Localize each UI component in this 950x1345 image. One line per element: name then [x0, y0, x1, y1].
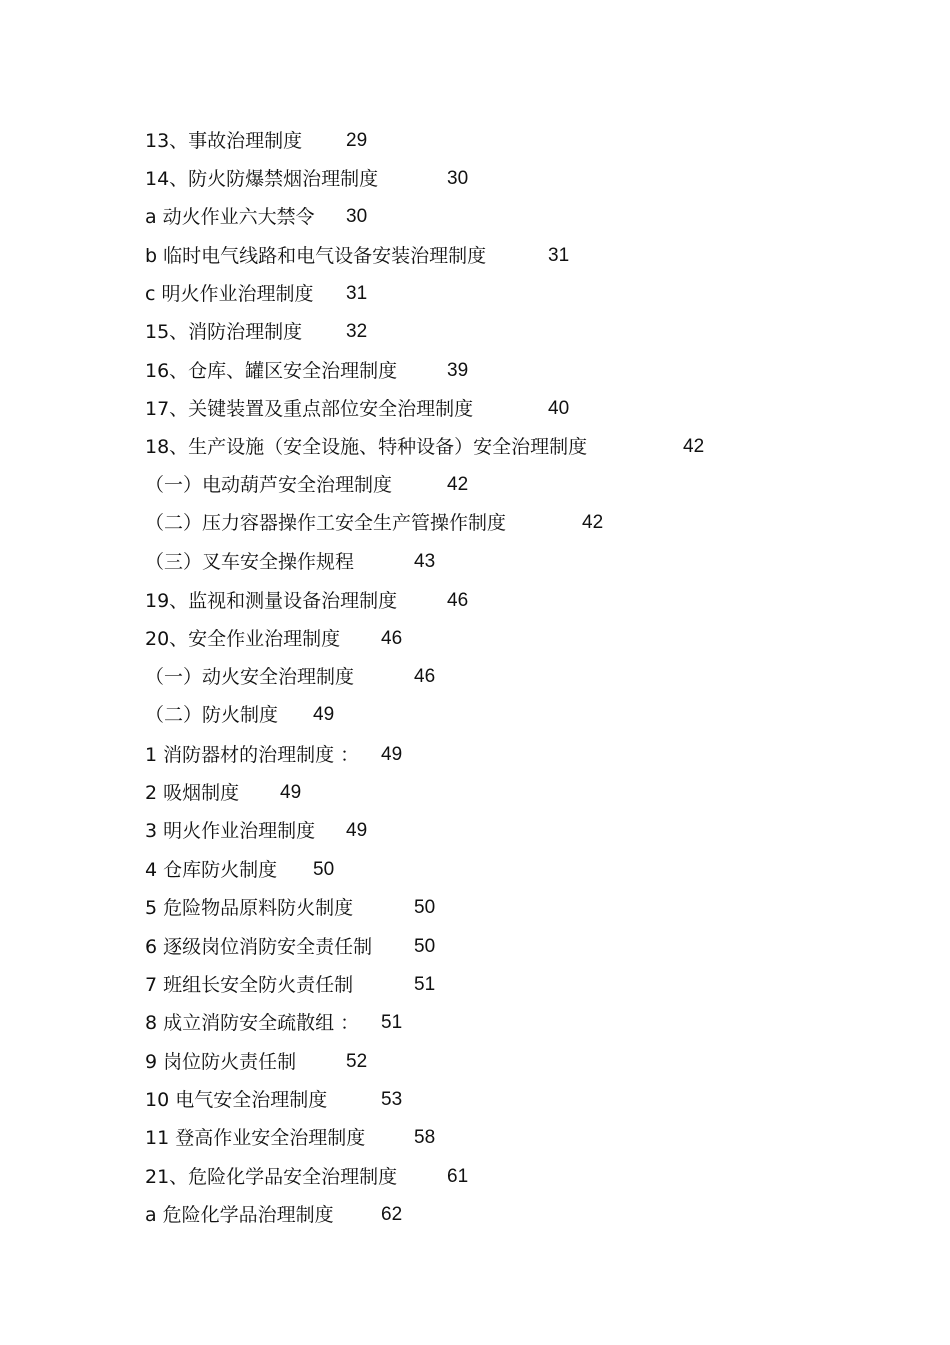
toc-entry	[145, 620, 403, 658]
toc-entry	[145, 122, 368, 160]
toc-entry	[145, 428, 705, 466]
toc-entry-page-number: 51	[381, 1012, 403, 1033]
toc-entry-page-number: 51	[414, 974, 436, 995]
toc-entry-title: a 危险化学品治理制度	[145, 1204, 334, 1226]
toc-entry	[145, 160, 469, 198]
toc-entry-title: c 明火作业治理制度	[145, 283, 314, 305]
toc-entry-title: 9 岗位防火责任制	[145, 1051, 297, 1073]
toc-entry-page-number: 40	[548, 398, 570, 419]
toc-entry-title: 8 成立消防安全疏散组 ：	[145, 1012, 360, 1034]
toc-entry-page-number: 62	[381, 1204, 403, 1225]
toc-entry-page-number: 49	[381, 744, 403, 765]
toc-entry	[145, 1196, 403, 1234]
toc-entry-page-number: 53	[381, 1089, 403, 1110]
toc-entry-title: 21、危险化学品安全治理制度	[145, 1166, 398, 1188]
toc-entry-title: 2 吸烟制度	[145, 782, 240, 804]
toc-entry-title: （一）电动葫芦安全治理制度	[145, 474, 393, 496]
toc-entry	[145, 1158, 469, 1196]
toc-entry-title: a 动火作业六大禁令	[145, 206, 315, 228]
toc-entry-page-number: 50	[414, 936, 436, 957]
toc-entry	[145, 736, 403, 774]
toc-entry-title: 6 逐级岗位消防安全责任制	[145, 936, 373, 958]
toc-entry-page-number: 42	[582, 512, 604, 533]
toc-entry-page-number: 30	[447, 168, 469, 189]
toc-entry	[145, 812, 368, 850]
toc-entry-page-number: 46	[447, 590, 469, 611]
toc-entry	[145, 275, 368, 313]
toc-entry-title: 3 明火作业治理制度	[145, 820, 316, 842]
toc-entry	[145, 658, 436, 696]
toc-entry-page-number: 52	[346, 1051, 368, 1072]
toc-entry	[145, 1004, 403, 1042]
toc-entry-page-number: 46	[414, 666, 436, 687]
toc-entry-title: 10 电气安全治理制度	[145, 1089, 328, 1111]
toc-entry-page-number: 58	[414, 1127, 436, 1148]
toc-entry-title: 14、防火防爆禁烟治理制度	[145, 168, 379, 190]
toc-entry-page-number: 49	[280, 782, 302, 803]
toc-entry-page-number: 49	[346, 820, 368, 841]
toc-entry-title: （二）压力容器操作工安全生产管操作制度	[145, 512, 507, 534]
toc-entry-title: （三）叉车安全操作规程	[145, 551, 355, 573]
toc-entry-title: 7 班组长安全防火责任制	[145, 974, 354, 996]
toc-entry-title: 18、生产设施（安全设施、特种设备）安全治理制度	[145, 436, 588, 458]
toc-entry-title: 17、关键装置及重点部位安全治理制度	[145, 398, 474, 420]
toc-entry-page-number: 50	[313, 859, 335, 880]
toc-entry-page-number: 42	[683, 436, 705, 457]
toc-entry-title: 11 登高作业安全治理制度	[145, 1127, 366, 1149]
toc-entry-page-number: 32	[346, 321, 368, 342]
toc-entry	[145, 1043, 368, 1081]
toc-entry	[145, 966, 436, 1004]
toc-entry	[145, 237, 570, 275]
toc-entry-page-number: 46	[381, 628, 403, 649]
toc-entry-title: （一）动火安全治理制度	[145, 666, 355, 688]
toc-entry-title: 16、仓库、罐区安全治理制度	[145, 360, 398, 382]
toc-entry	[145, 466, 469, 504]
toc-entry-title: 15、消防治理制度	[145, 321, 303, 343]
toc-entry	[145, 198, 368, 236]
toc-entry	[145, 352, 469, 390]
toc-entry-title: 13、事故治理制度	[145, 130, 303, 152]
toc-entry	[145, 928, 436, 966]
toc-entry	[145, 1081, 403, 1119]
toc-entry	[145, 889, 436, 927]
toc-entry-page-number: 31	[548, 245, 570, 266]
toc-entry-page-number: 43	[414, 551, 436, 572]
toc-entry-page-number: 30	[346, 206, 368, 227]
toc-entry	[145, 543, 436, 581]
toc-entry-page-number: 50	[414, 897, 436, 918]
toc-entry	[145, 504, 604, 542]
toc-entry-page-number: 31	[346, 283, 368, 304]
toc-entry-title: 19、监视和测量设备治理制度	[145, 590, 398, 612]
toc-entry-title: 4 仓库防火制度	[145, 859, 278, 881]
toc-entry-title: 1 消防器材的治理制度 ：	[145, 744, 360, 766]
toc-entry-page-number: 42	[447, 474, 469, 495]
toc-entry-page-number: 61	[447, 1166, 469, 1187]
toc-entry	[145, 851, 335, 889]
toc-entry	[145, 313, 368, 351]
toc-entry-title: 5 危险物品原料防火制度	[145, 897, 354, 919]
toc-entry-page-number: 49	[313, 704, 335, 725]
toc-entry	[145, 1119, 436, 1157]
toc-entry	[145, 582, 469, 620]
toc-entry	[145, 774, 302, 812]
toc-entry-page-number: 39	[447, 360, 469, 381]
toc-entry-title: b 临时电气线路和电气设备安装治理制度	[145, 245, 487, 267]
toc-entry-title: 20、安全作业治理制度	[145, 628, 341, 650]
toc-entry-page-number: 29	[346, 130, 368, 151]
toc-entry	[145, 390, 570, 428]
toc-entry	[145, 696, 335, 734]
toc-entry-title: （二）防火制度	[145, 704, 279, 726]
